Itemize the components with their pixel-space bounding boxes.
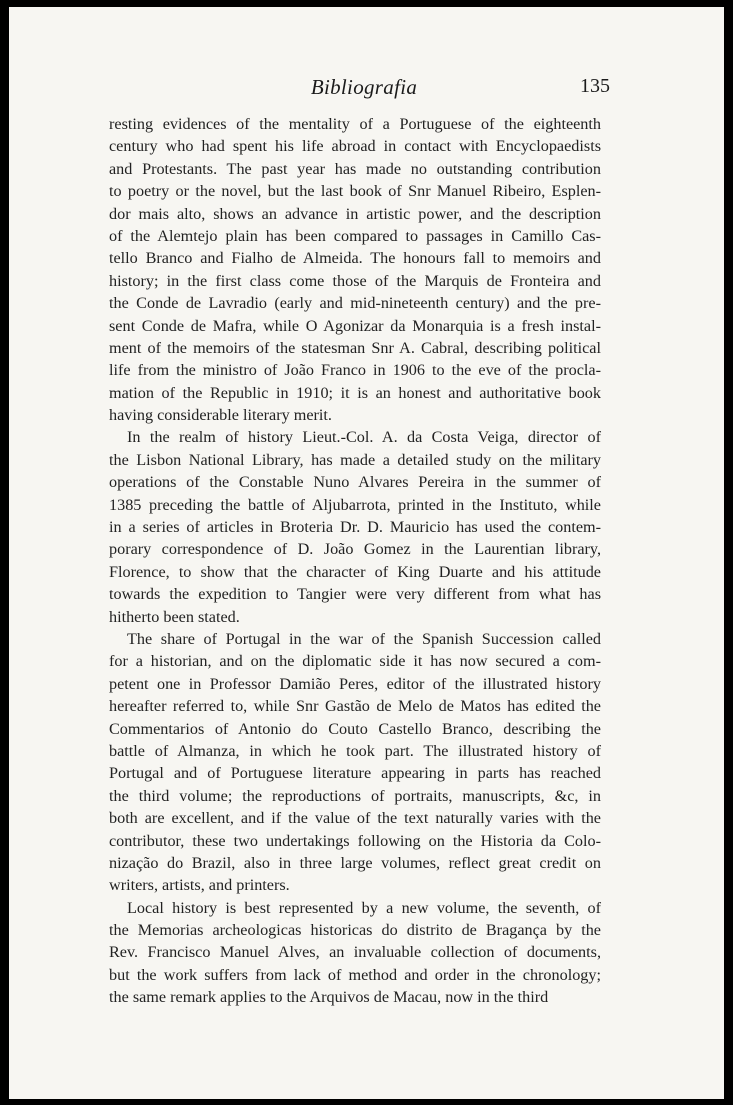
paragraph <box>109 628 601 897</box>
text-line: having considerable literary merit. <box>109 406 332 425</box>
text-line: the Memorias archeologicas historicas do distrito de Bragança by the <box>109 921 601 940</box>
text-line: writers, artists, and printers. <box>109 876 290 895</box>
text-line: in a series of articles in Broteria Dr. D. Mauricio has used the contem- <box>109 518 601 537</box>
paragraph <box>109 113 601 426</box>
text-line: and Protestants. The past year has made no outstanding contribution <box>109 159 601 178</box>
text-line: the same remark applies to the Arquivos de Macau, now in the third <box>109 988 549 1007</box>
text-line: towards the expedition to Tangier were very different from what has <box>109 585 601 604</box>
text-line: of the Alemtejo plain has been compared to passages in Camillo Cas- <box>109 226 601 245</box>
text-line: mation of the Republic in 1910; it is an honest and authoritative book <box>109 383 601 402</box>
page-header <box>118 71 610 99</box>
text-line: the third volume; the reproductions of portraits, manuscripts, &c, in <box>109 786 601 805</box>
text-line: history; in the first class come those of the Marquis de Fronteira and <box>109 271 601 290</box>
text-line: to poetry or the novel, but the last book of Snr Manuel Ribeiro, Esplen- <box>109 182 601 201</box>
text-line: porary correspondence of D. João Gomez in the Laurentian library, <box>109 540 601 559</box>
text-line: battle of Almanza, in which he took part. The illustrated history of <box>109 741 601 760</box>
text-line: ment of the memoirs of the statesman Snr A. Cabral, describing political <box>109 338 601 357</box>
paragraph <box>109 426 601 628</box>
text-line: Rev. Francisco Manuel Alves, an invaluable collection of documents, <box>109 943 601 962</box>
text-line: both are excellent, and if the value of the text naturally varies with the <box>109 809 601 828</box>
text-line: contributor, these two undertakings following on the Historia da Colo- <box>109 831 601 850</box>
text-line: dor mais alto, shows an advance in artistic power, and the description <box>109 204 601 223</box>
text-line: resting evidences of the mentality of a Portuguese of the eighteenth <box>109 115 601 133</box>
text-line: nização do Brazil, also in three large volumes, reflect great credit on <box>109 853 601 872</box>
paragraph <box>109 897 601 1009</box>
text-line: for a historian, and on the diplomatic side it has now secured a com- <box>109 652 601 671</box>
text-line: hereafter referred to, while Snr Gastão de Melo de Matos has edited the <box>109 697 601 716</box>
text-line: hitherto been stated. <box>109 607 240 626</box>
body-text <box>109 113 601 1009</box>
text-line: the Conde de Lavradio (early and mid-nineteenth century) and the pre- <box>109 294 601 313</box>
page-number: 135 <box>580 75 610 97</box>
text-line: but the work suffers from lack of method and order in the chronology; <box>109 965 601 984</box>
text-line: Local history is best represented by a new volume, the seventh, of <box>127 898 601 917</box>
text-line: century who had spent his life abroad in contact with Encyclopaedists <box>109 137 601 156</box>
text-line: life from the ministro of João Franco in 1906 to the eve of the procla- <box>109 361 601 380</box>
running-title: Bibliografia <box>310 75 418 99</box>
text-line: In the realm of history Lieut.-Col. A. da Costa Veiga, director of <box>127 428 601 447</box>
text-line: Florence, to show that the character of King Duarte and his attitude <box>109 562 601 581</box>
text-line: sent Conde de Mafra, while O Agonizar da Monarquia is a fresh instal- <box>109 316 601 335</box>
text-line: tello Branco and Fialho de Almeida. The honours fall to memoirs and <box>109 249 601 268</box>
text-line: the Lisbon National Library, has made a detailed study on the military <box>109 450 601 469</box>
text-line: Commentarios of Antonio do Couto Castello Branco, describing the <box>109 719 601 738</box>
text-line: petent one in Professor Damião Peres, editor of the illustrated history <box>109 674 601 693</box>
text-line: Portugal and of Portuguese literature appearing in parts has reached <box>109 764 601 783</box>
text-line: The share of Portugal in the war of the Spanish Succession called <box>127 629 601 648</box>
text-line: operations of the Constable Nuno Alvares Pereira in the summer of <box>109 473 601 492</box>
text-line: 1385 preceding the battle of Aljubarrota, printed in the Instituto, while <box>109 495 601 514</box>
